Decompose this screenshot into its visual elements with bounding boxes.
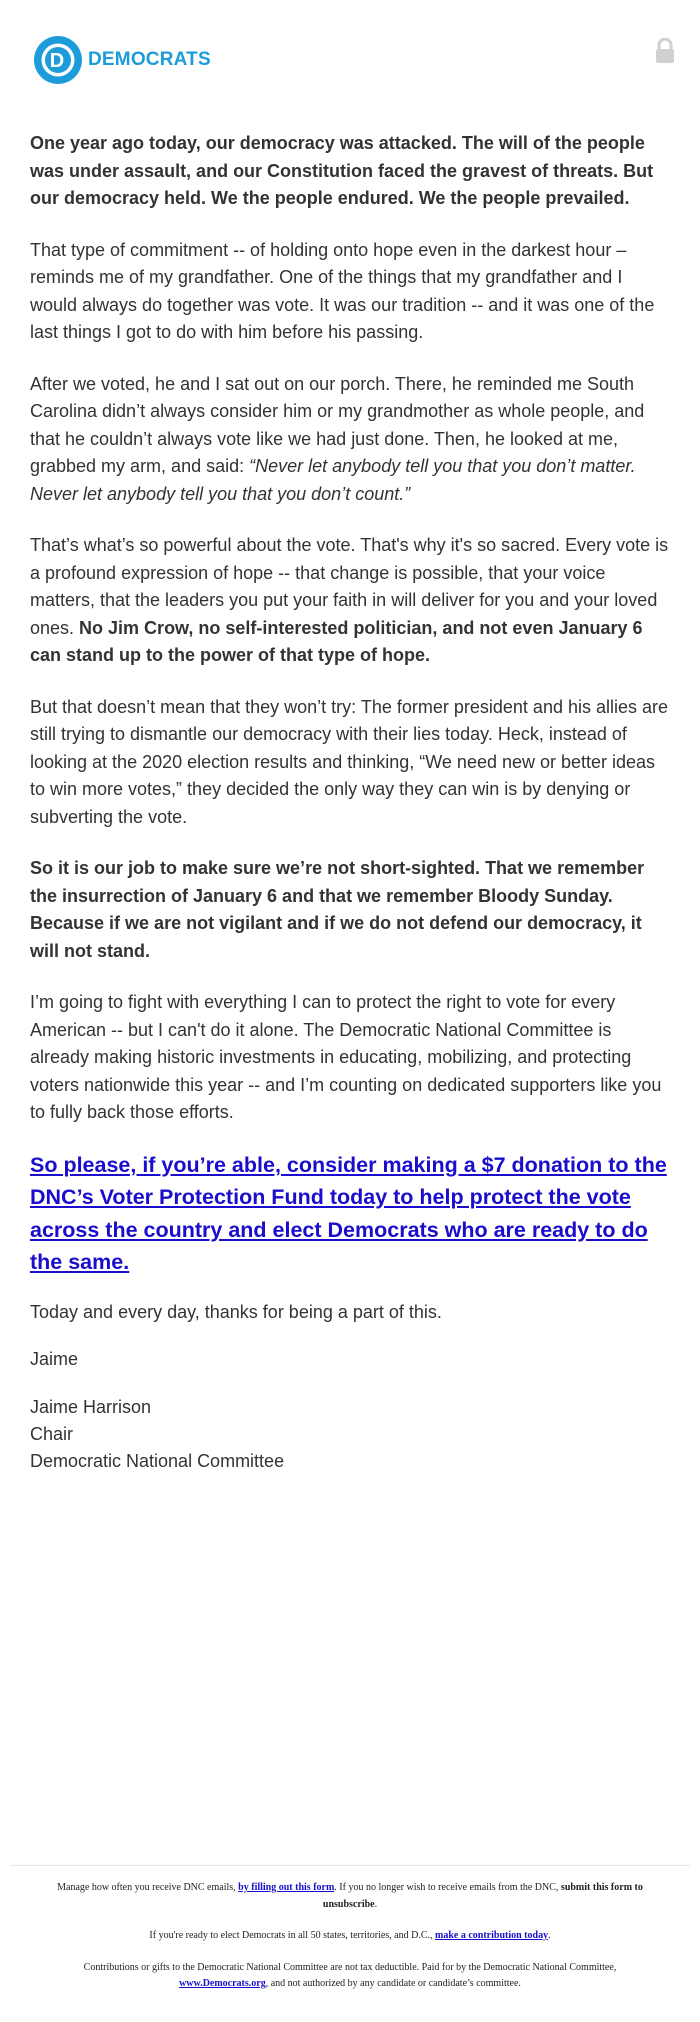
footer-manage-text: Manage how often you receive DNC emails, [57, 1882, 239, 1893]
democrats-org-link[interactable]: www.Democrats.org [179, 1978, 266, 1989]
signature-title: Chair [30, 1423, 74, 1444]
vigilance-paragraph: So it is our job to make sure we’re not short-sighted. That we remember the insurrection of January 6 and that we remember Bloody Sunday. Because if we are not vigilant and if we do not defend our democracy, it will not stand. [30, 858, 645, 961]
democrats-d-icon [33, 35, 83, 85]
footer-disclaimer-end: , and not authorized by any candidate or candidate’s committee. [265, 1978, 521, 1989]
footer-disclaimer-text: Contributions or gifts to the Democratic National Committee are not tax deductible. Paid for by the Democratic National Committee, [83, 1961, 617, 1973]
footer-disclaimer-line [40, 1960, 660, 1993]
thanks-paragraph: Today and every day, thanks for being a part of this. [30, 1301, 442, 1322]
footer-unsubscribe-text: . If you no longer wish to receive emails from the DNC, [334, 1882, 561, 1893]
porch-paragraph [30, 371, 670, 509]
footer-contribute-text: If you're ready to elect Democrats in all 50 states, territories, and D.C., [149, 1930, 436, 1941]
lock-icon [654, 38, 676, 64]
donate-cta-link[interactable]: So please, if you’re able, consider making a $7 donation to the DNC’s Voter Protection Fund today to help protect the vote across the country and elect Democrats who are ready to do the same. [30, 1152, 667, 1274]
footer-period: . [374, 1898, 378, 1910]
signature-name: Jaime Harrison [30, 1396, 152, 1417]
footer-period-2: . [548, 1930, 551, 1941]
manage-preferences-link[interactable]: by filling out this form [238, 1882, 335, 1893]
footer-contribute-line [40, 1928, 660, 1945]
unsubscribe-text[interactable]: submit this form to unsubscribe [322, 1882, 643, 1910]
logo-letter: D [49, 50, 65, 72]
footer-divider [10, 1865, 690, 1866]
fight-paragraph: I’m going to fight with everything I can to protect the right to vote for every American -- but I can't do it alone. The Democratic National Committee is already making historic investments in educating, mobilizing, and protecting voters nationwide this year -- and I’m counting on dedicated supporters like you to fully back those efforts. [30, 992, 662, 1122]
former-president-paragraph: But that doesn’t mean that they won’t try: The former president and his allies are still trying to dismantle our democracy with their lies today. Heck, instead of looking at the 2020 election results and thinking, “We need new or better ideas to win more votes,” they decided the only way they can win is by denying or subverting the vote. [30, 696, 669, 827]
email-header [0, 0, 700, 110]
signoff: Jaime [30, 1349, 79, 1369]
signature-block [30, 1394, 670, 1475]
brand-name: DEMOCRATS [88, 49, 211, 70]
contribute-link[interactable]: make a contribution today [435, 1930, 549, 1941]
vote-text: That’s what’s so powerful about the vote. That's why it's so sacred. Every vote is a profound expression of hope -- that change is possible, that your voice matters, that the leaders you put your faith in will deliver for you and your loved ones. [30, 535, 669, 638]
porch-text: After we voted, he and I sat out on our porch. There, he reminded me South Carolina didn’t always consider him or my grandmother as whole people, and that he couldn’t always vote like we had just done. Then, he looked at me, grabbed my arm, and said: [30, 373, 645, 476]
email-footer [40, 1880, 660, 2008]
intro-paragraph: One year ago today, our democracy was attacked. The will of the people was under assault, and our Constitution faced the gravest of threats. But our democracy held. We the people endured. We the people prevailed. [30, 133, 654, 208]
email-body [30, 130, 670, 1475]
footer-manage-line [40, 1880, 660, 1913]
grandfather-paragraph: That type of commitment -- of holding onto hope even in the darkest hour – reminds me of my grandfather. One of the things that my grandfather and I would always do together was vote. It was our tradition -- and it was one of the last things I got to do with him before his passing. [30, 239, 655, 342]
signature-org: Democratic National Committee [30, 1450, 285, 1471]
vote-bold-text: No Jim Crow, no self-interested politician, and not even January 6 can stand up to the power of that type of hope. [30, 617, 643, 665]
vote-paragraph [30, 532, 670, 670]
democrats-logo[interactable] [33, 35, 211, 85]
grandfather-quote: “Never let anybody tell you that you don’t matter. Never let anybody tell you that you don’t count.” [30, 456, 636, 504]
